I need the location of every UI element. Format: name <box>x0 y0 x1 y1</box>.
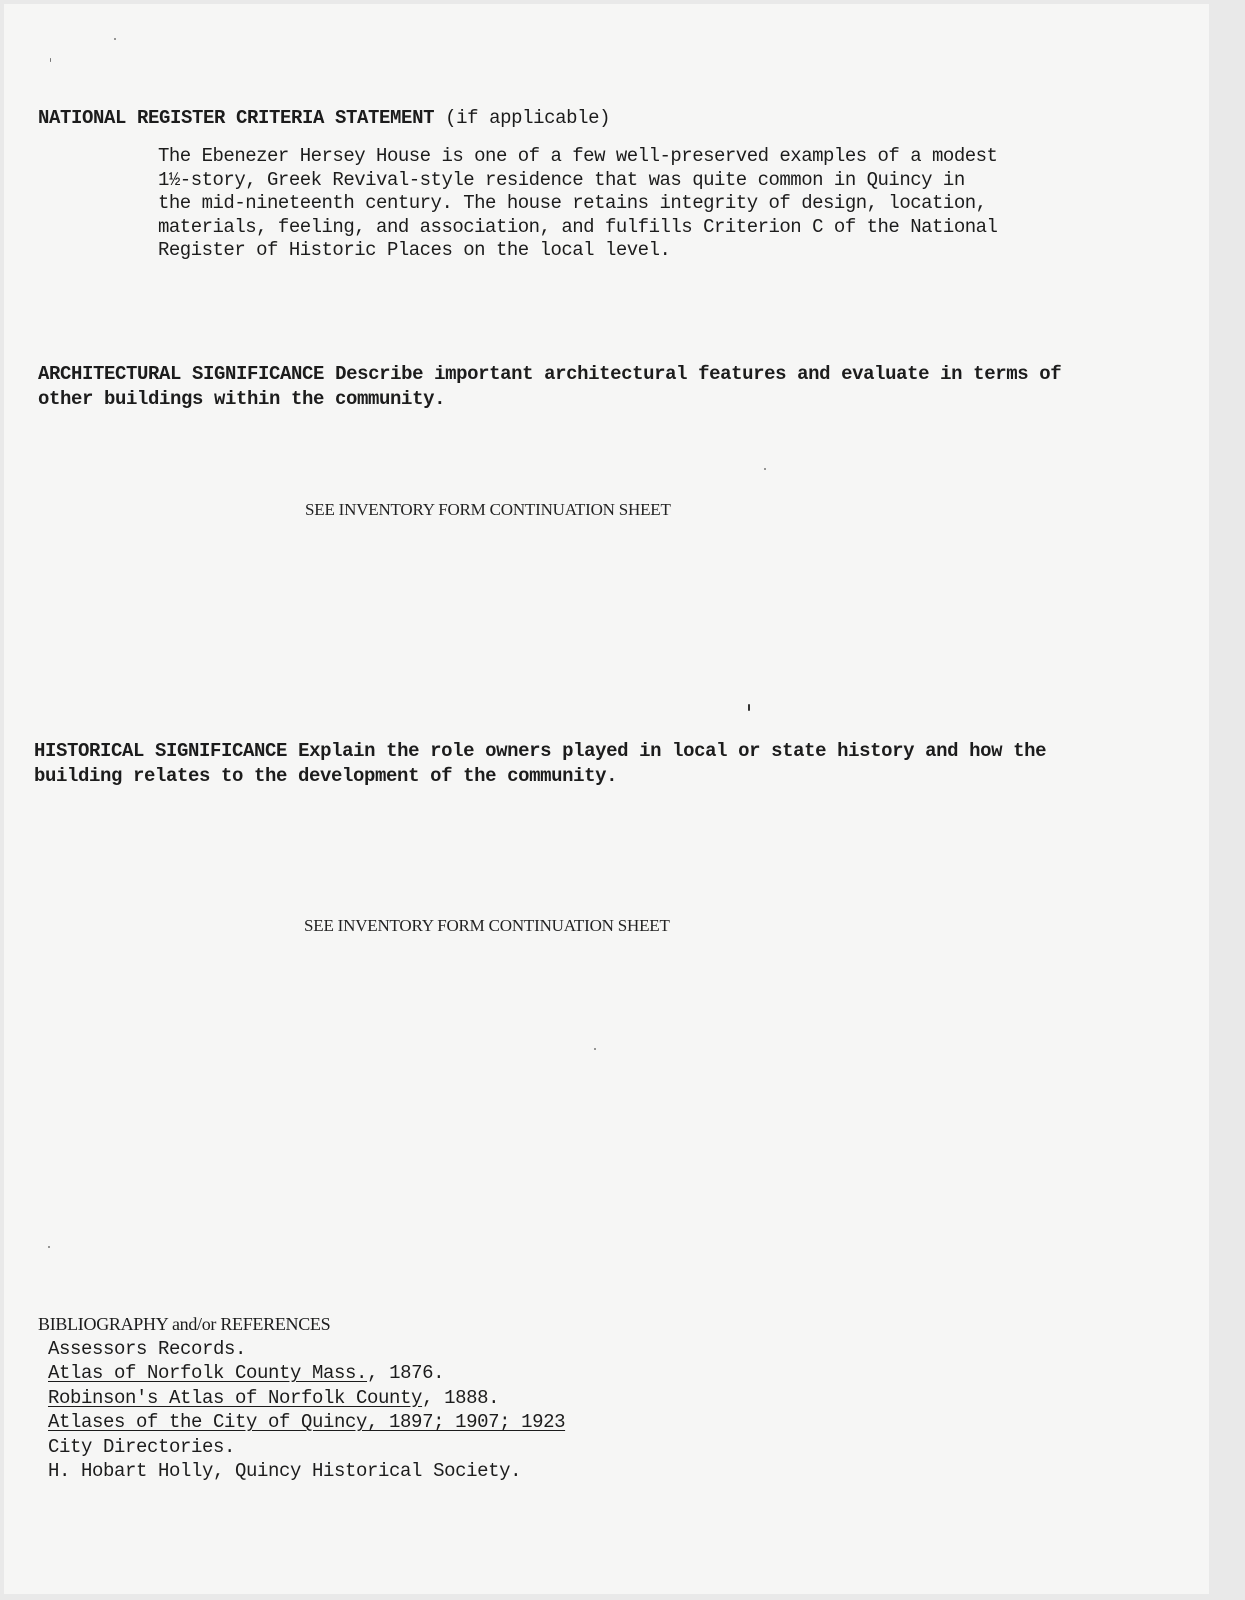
statement-line: Register of Historic Places on the local level. <box>158 239 671 261</box>
historical-prompt: Explain the role owners played in local or state history and how the <box>298 740 1047 762</box>
national-register-suffix: (if applicable) <box>445 107 611 129</box>
architectural-prompt: Describe important architectural features and evaluate in terms of <box>335 363 1062 385</box>
bibliography-entry: Assessors Records. <box>48 1337 247 1360</box>
bibliography-entry <box>48 1410 565 1435</box>
bibliography-entry-year: , 1876. <box>367 1362 445 1384</box>
bibliography-entry <box>48 1361 565 1386</box>
bibliography-entry-title: Atlas of Norfolk County Mass. <box>48 1362 368 1384</box>
architectural-continuation-note: SEE INVENTORY FORM CONTINUATION SHEET <box>305 500 671 519</box>
bibliography-entry <box>48 1386 565 1411</box>
document-page <box>4 4 1209 1594</box>
bibliography-entry-title: Atlases of the City of Quincy, 1897; 1907; 1923 <box>48 1411 566 1433</box>
historical-continuation-note: SEE INVENTORY FORM CONTINUATION SHEET <box>304 916 670 935</box>
historical-heading <box>34 739 1046 763</box>
scan-speck <box>50 58 51 62</box>
bibliography-entry: City Directories. <box>48 1435 236 1458</box>
statement-line: materials, feeling, and association, and fulfills Criterion C of the National <box>158 215 998 238</box>
statement-line: 1½-story, Greek Revival-style residence that was quite common in Quincy in <box>158 168 965 191</box>
scan-speck <box>48 1246 50 1248</box>
historical-prompt-line2: building relates to the development of the community. <box>34 765 618 787</box>
bibliography-section <box>38 1312 565 1484</box>
bibliography-entry-year: , 1888. <box>422 1386 500 1409</box>
statement-line: The Ebenezer Hersey House is one of a few well-preserved examples of a modest <box>158 145 998 167</box>
national-register-statement <box>158 145 1138 263</box>
bibliography-entry: H. Hobart Holly, Quincy Historical Society. <box>48 1460 522 1482</box>
scan-speck <box>764 468 766 470</box>
historical-title: HISTORICAL SIGNIFICANCE <box>34 740 288 762</box>
national-register-heading <box>38 106 610 130</box>
architectural-heading <box>38 362 1061 386</box>
bibliography-entry-title: Robinson's Atlas of Norfolk County <box>48 1386 423 1409</box>
scan-speck <box>594 1048 596 1050</box>
scan-speck <box>114 38 116 40</box>
statement-line: the mid-nineteenth century. The house retains integrity of design, location, <box>158 192 987 214</box>
bibliography-heading: BIBLIOGRAPHY and/or REFERENCES <box>38 1314 331 1334</box>
national-register-title: NATIONAL REGISTER CRITERIA STATEMENT <box>38 107 435 129</box>
architectural-prompt-line2: other buildings within the community. <box>38 388 446 410</box>
architectural-title: ARCHITECTURAL SIGNIFICANCE <box>38 363 325 385</box>
scan-speck <box>748 704 750 711</box>
